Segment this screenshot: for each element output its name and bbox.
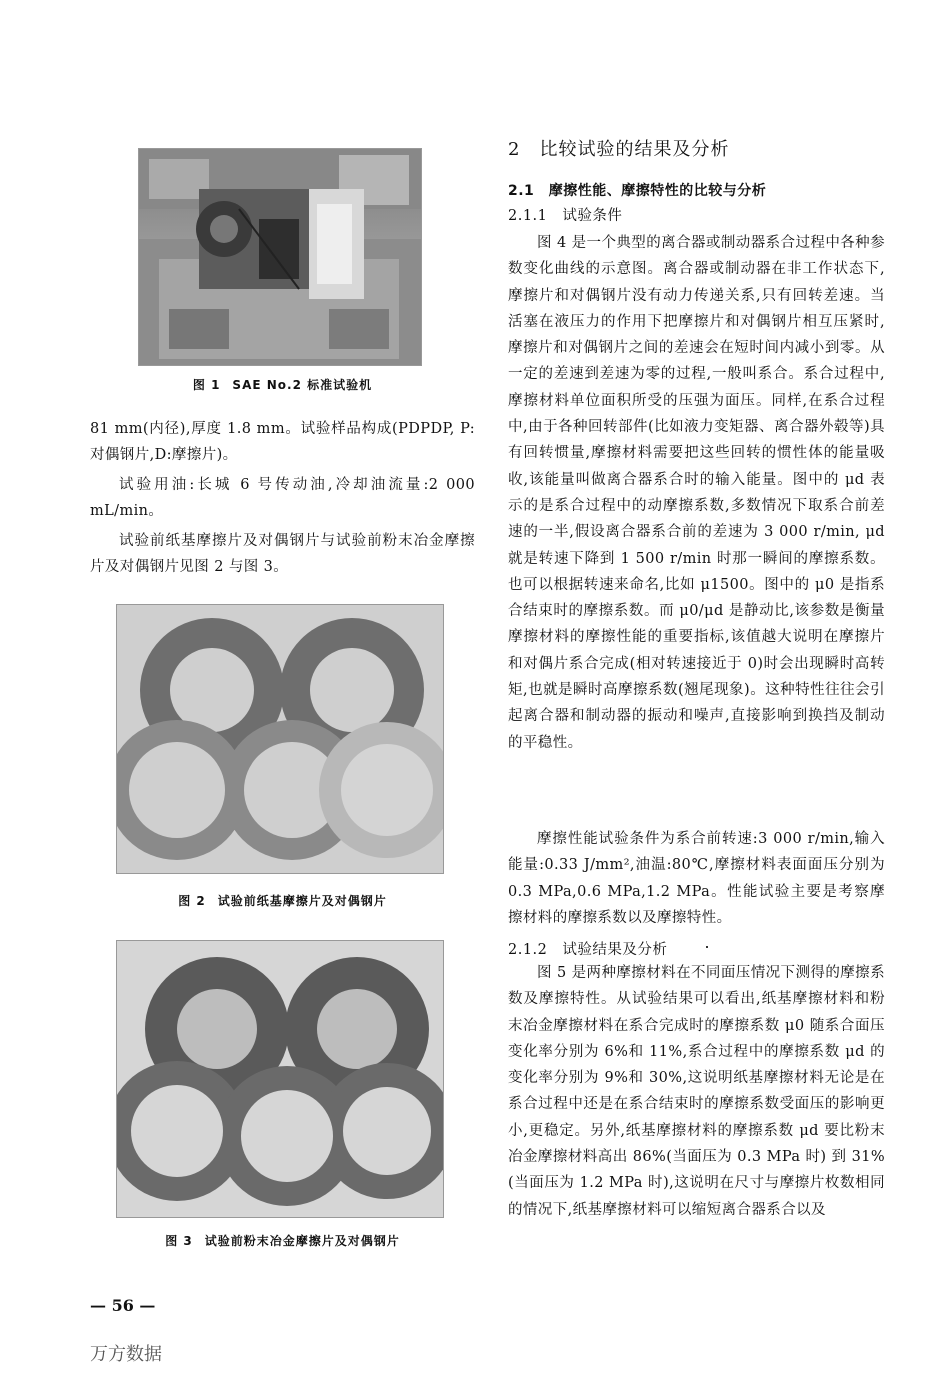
page-number: — 56 —	[90, 1296, 156, 1315]
figure-number: 图 2	[178, 894, 206, 908]
figure-3-photo	[116, 940, 444, 1218]
figure-label: 试验前粉末冶金摩擦片及对偶钢片	[204, 1234, 400, 1248]
figure-number: 图 1	[192, 378, 221, 392]
paragraph: 试验前纸基摩擦片及对偶钢片与试验前粉末冶金摩擦片及对偶钢片见图 2 与图 3。	[90, 533, 475, 576]
figure-3-caption	[90, 1232, 475, 1249]
paragraph: 图 4 是一个典型的离合器或制动器系合过程中各种参数变化曲线的示意图。离合器或制动器在非工作状态下,摩擦片和对偶钢片没有动力传递关系,只有回转差速。当活塞在液压力的作用下把摩擦片和对偶钢片相互压紧时,摩擦片和对偶钢片之间的差速会在短时间内减小到零。从一定的差速到差速为零的过程,一般叫系合。系合过程中,摩擦材料单位面积所受的压强为面压。同样,在系合过程中,由于各种回转部件(比如液力变矩器、离合器外毂等)具有回转惯量,摩擦材料需要把这些回转的惯性体的能量吸收,该能量叫做离合器系合时的输入能量。图中的 μd 表示的是系合过程中的动摩擦系数,多数情况下取系合前差速的一半,假设离合器系合前的差速为 3 000 r/min, μd 就是转速下降到 1 500 r/min 时那一瞬间的摩擦系数。也可以根据转速来命名,比如 μ1500。图中的 μ0 是指系合结束时的摩擦系数。而 μ0/μd 是静动比,该参数是衡量摩擦材料的摩擦性能的重要指标,该值越大说明在摩擦片和对偶片系合完成(相对转速接近于 0)时会出现瞬时高转矩,也就是瞬时高摩擦系数(翘尾现象)。这种特性往往会引起离合器和制动器的振动和噪声,直接影响到换挡及制动的平稳性。	[508, 235, 885, 751]
subsubsection-title: 2.1.1 试验条件	[508, 208, 623, 224]
subsubsection-title: 2.1.2 试验结果及分析	[508, 942, 668, 958]
subsection-title: 2.1 摩擦性能、摩擦特性的比较与分析	[508, 183, 767, 199]
figure-1-caption	[90, 376, 475, 393]
section-title: 2 比较试验的结果及分析	[508, 139, 730, 160]
paragraph: 图 5 是两种摩擦材料在不同面压情况下测得的摩擦系数及摩擦特性。从试验结果可以看出,纸基摩擦材料和粉末冶金摩擦材料在系合完成时的摩擦系数 μ0 随系合面压变化率分别为 6%和 11%,系合过程中的摩擦系数 μd 的变化率分别为 9%和 30%,这说明纸基摩擦材料无论是在系合过程中还是在系合结束时的摩擦系数受面压的影响更小,更稳定。另外,纸基摩擦材料的摩擦系数 μd 要比粉末冶金摩擦材料高出 86%(当面压为 0.3 MPa 时) 到 31%(当面压为 1.2 MPa 时),这说明在尺寸与摩擦片枚数相同的情况下,纸基摩擦材料可以缩短离合器系合以及	[508, 965, 885, 1218]
paragraph: 试验用油:长城 6 号传动油,冷却油流量:2 000 mL/min。	[90, 477, 475, 520]
figure-1-photo	[138, 148, 422, 366]
figure-label: SAE No.2 标准试验机	[232, 378, 373, 392]
figure-2-caption	[90, 892, 475, 909]
paragraph: 摩擦性能试验条件为系合前转速:3 000 r/min,输入能量:0.33 J/mm²,油温:80℃,摩擦材料表面面压分别为 0.3 MPa,0.6 MPa,1.2 MPa。性能试验主要是考察摩擦材料的摩擦系数以及摩擦特性。	[508, 831, 885, 926]
paragraph: 81 mm(内径),厚度 1.8 mm。试验样品构成(PDPDP, P:对偶钢片,D:摩擦片)。	[90, 421, 475, 464]
figure-2-photo	[116, 604, 444, 874]
watermark: 万方数据	[90, 1344, 162, 1365]
figure-label: 试验前纸基摩擦片及对偶钢片	[217, 894, 387, 908]
figure-number: 图 3	[165, 1234, 193, 1248]
stray-mark	[706, 946, 708, 948]
